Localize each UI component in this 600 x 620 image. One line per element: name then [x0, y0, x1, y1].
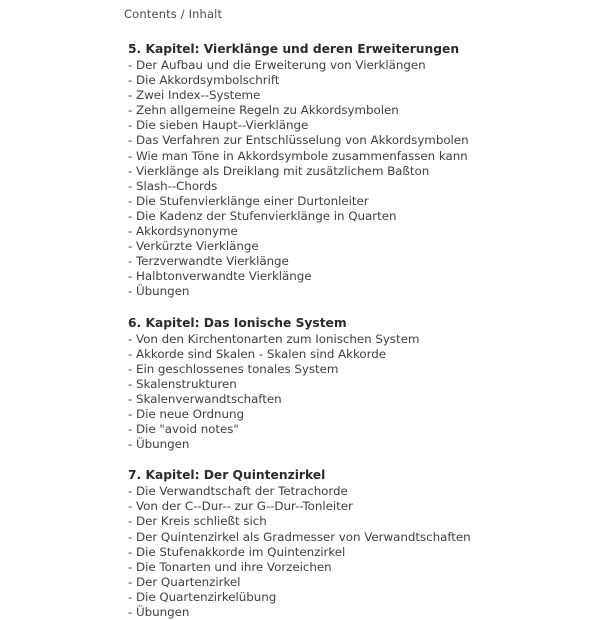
entry-bullet-dash: -: [128, 284, 133, 299]
toc-entry[interactable]: [128, 164, 568, 179]
toc-entry[interactable]: [128, 88, 568, 103]
toc-entry[interactable]: [128, 103, 568, 118]
toc-entry-label: Das Verfahren zur Entschlüsselung von Akkordsymbolen: [135, 133, 469, 148]
entry-bullet-dash: -: [128, 346, 133, 361]
toc-entry-label: Die Verwandtschaft der Tetrachorde: [135, 484, 348, 499]
toc-entry[interactable]: [128, 347, 568, 362]
toc-entry-label: Die Quartenzirkelübung: [135, 589, 277, 604]
chapter-title: 7. Kapitel: Der Quintenzirkel: [128, 468, 326, 483]
toc-entry[interactable]: [128, 239, 568, 254]
toc-entry[interactable]: [128, 194, 568, 209]
entry-bullet-dash: -: [128, 58, 133, 72]
entry-bullet-dash: -: [128, 103, 133, 118]
toc-entry[interactable]: [128, 179, 568, 194]
toc-entry[interactable]: [128, 118, 568, 133]
entry-bullet-dash: -: [128, 118, 133, 133]
toc-entry-label: Skalenstrukturen: [135, 376, 237, 391]
chapter-title: 5. Kapitel: Vierklänge und deren Erweiterungen: [128, 42, 460, 56]
entry-bullet-dash: -: [128, 193, 133, 208]
toc-entry-label: Akkorde sind Skalen - Skalen sind Akkorde: [135, 346, 386, 361]
toc-entry-label: Zwei Index--Systeme: [135, 88, 261, 103]
entry-bullet-dash: -: [128, 605, 133, 619]
toc-entry-label: Zehn allgemeine Regeln zu Akkordsymbolen: [135, 103, 399, 118]
toc-entry[interactable]: [128, 254, 568, 269]
toc-entry-label: Die neue Ordnung: [135, 406, 244, 421]
entry-bullet-dash: -: [128, 239, 133, 254]
toc-entry-label: Der Aufbau und die Erweiterung von Vierklängen: [135, 58, 426, 72]
toc-entry-label: Die sieben Haupt--Vierklänge: [135, 118, 309, 133]
table-of-contents: [128, 41, 568, 620]
toc-entry[interactable]: [128, 575, 568, 590]
entry-bullet-dash: -: [128, 544, 133, 559]
toc-entry[interactable]: [128, 284, 568, 299]
toc-chapter: [128, 41, 568, 300]
toc-entry-label: Vierklänge als Dreiklang mit zusätzlichem Baßton: [135, 163, 430, 178]
toc-entry-label: Der Quintenzirkel als Gradmesser von Verwandtschaften: [135, 529, 471, 544]
toc-entry-label: Übungen: [135, 605, 190, 619]
toc-entry-label: Von den Kirchentonarten zum Ionischen System: [135, 331, 420, 346]
chapter-title: 6. Kapitel: Das Ionische System: [128, 315, 347, 330]
entry-bullet-dash: -: [128, 391, 133, 406]
toc-entry[interactable]: [128, 545, 568, 560]
entry-bullet-dash: -: [128, 514, 133, 529]
entry-bullet-dash: -: [128, 133, 133, 148]
toc-entry-label: Übungen: [135, 437, 190, 452]
toc-entry-label: Slash--Chords: [135, 178, 218, 193]
toc-entry[interactable]: [128, 499, 568, 514]
entry-bullet-dash: -: [128, 224, 133, 239]
toc-entry-label: Die Kadenz der Stufenvierklänge in Quarten: [135, 208, 397, 223]
toc-entry[interactable]: [128, 514, 568, 529]
entry-bullet-dash: -: [128, 529, 133, 544]
toc-entry-label: Halbtonverwandte Vierklänge: [135, 269, 312, 284]
toc-entry[interactable]: [128, 590, 568, 605]
chapter-entry-list: [128, 332, 568, 453]
toc-entry[interactable]: [128, 530, 568, 545]
entry-bullet-dash: -: [128, 559, 133, 574]
entry-bullet-dash: -: [128, 73, 133, 88]
toc-entry-label: Ein geschlossenes tonales System: [135, 361, 339, 376]
toc-entry-label: Terzverwandte Vierklänge: [135, 254, 289, 269]
toc-entry-label: Von der C--Dur-- zur G--Dur--Tonleiter: [135, 499, 353, 514]
entry-bullet-dash: -: [128, 484, 133, 499]
toc-entry[interactable]: [128, 332, 568, 347]
toc-entry-label: Die Akkordsymbolschrift: [135, 73, 280, 88]
entry-bullet-dash: -: [128, 269, 133, 284]
entry-bullet-dash: -: [128, 163, 133, 178]
toc-entry[interactable]: [128, 437, 568, 452]
toc-entry[interactable]: [128, 605, 568, 620]
toc-entry[interactable]: [128, 560, 568, 575]
toc-entry[interactable]: [128, 73, 568, 88]
toc-entry-label: Die "avoid notes": [135, 422, 239, 437]
toc-entry[interactable]: [128, 392, 568, 407]
toc-entry-label: Die Stufenvierklänge einer Durtonleiter: [135, 193, 369, 208]
entry-bullet-dash: -: [128, 148, 133, 163]
toc-entry[interactable]: [128, 133, 568, 148]
entry-bullet-dash: -: [128, 437, 133, 452]
toc-entry[interactable]: [128, 422, 568, 437]
entry-bullet-dash: -: [128, 422, 133, 437]
toc-entry[interactable]: [128, 224, 568, 239]
toc-chapter: [128, 315, 568, 453]
entry-bullet-dash: -: [128, 254, 133, 269]
toc-entry-label: Der Quartenzirkel: [135, 574, 241, 589]
entry-bullet-dash: -: [128, 499, 133, 514]
toc-entry-label: Skalenverwandtschaften: [135, 391, 282, 406]
document-header: Contents / Inhalt: [124, 7, 223, 21]
entry-bullet-dash: -: [128, 361, 133, 376]
toc-entry-label: Verkürzte Vierklänge: [135, 239, 259, 254]
toc-entry-label: Wie man Töne in Akkordsymbole zusammenfassen kann: [135, 148, 468, 163]
entry-bullet-dash: -: [128, 178, 133, 193]
toc-chapter: [128, 467, 568, 620]
entry-bullet-dash: -: [128, 574, 133, 589]
chapter-entry-list: [128, 58, 568, 300]
entry-bullet-dash: -: [128, 208, 133, 223]
toc-entry-label: Akkordsynonyme: [135, 224, 238, 239]
toc-entry[interactable]: [128, 484, 568, 499]
toc-entry-label: Die Tonarten und ihre Vorzeichen: [135, 559, 332, 574]
toc-entry[interactable]: [128, 58, 568, 73]
toc-entry[interactable]: [128, 149, 568, 164]
toc-entry[interactable]: [128, 362, 568, 377]
entry-bullet-dash: -: [128, 376, 133, 391]
toc-entry[interactable]: [128, 269, 568, 284]
entry-bullet-dash: -: [128, 589, 133, 604]
toc-entry-label: Übungen: [135, 284, 190, 299]
toc-entry[interactable]: [128, 407, 568, 422]
toc-entry[interactable]: [128, 377, 568, 392]
entry-bullet-dash: -: [128, 331, 133, 346]
entry-bullet-dash: -: [128, 406, 133, 421]
toc-entry-label: Der Kreis schließt sich: [135, 514, 267, 529]
toc-entry[interactable]: [128, 209, 568, 224]
toc-entry-label: Die Stufenakkorde im Quintenzirkel: [135, 544, 346, 559]
entry-bullet-dash: -: [128, 88, 133, 103]
